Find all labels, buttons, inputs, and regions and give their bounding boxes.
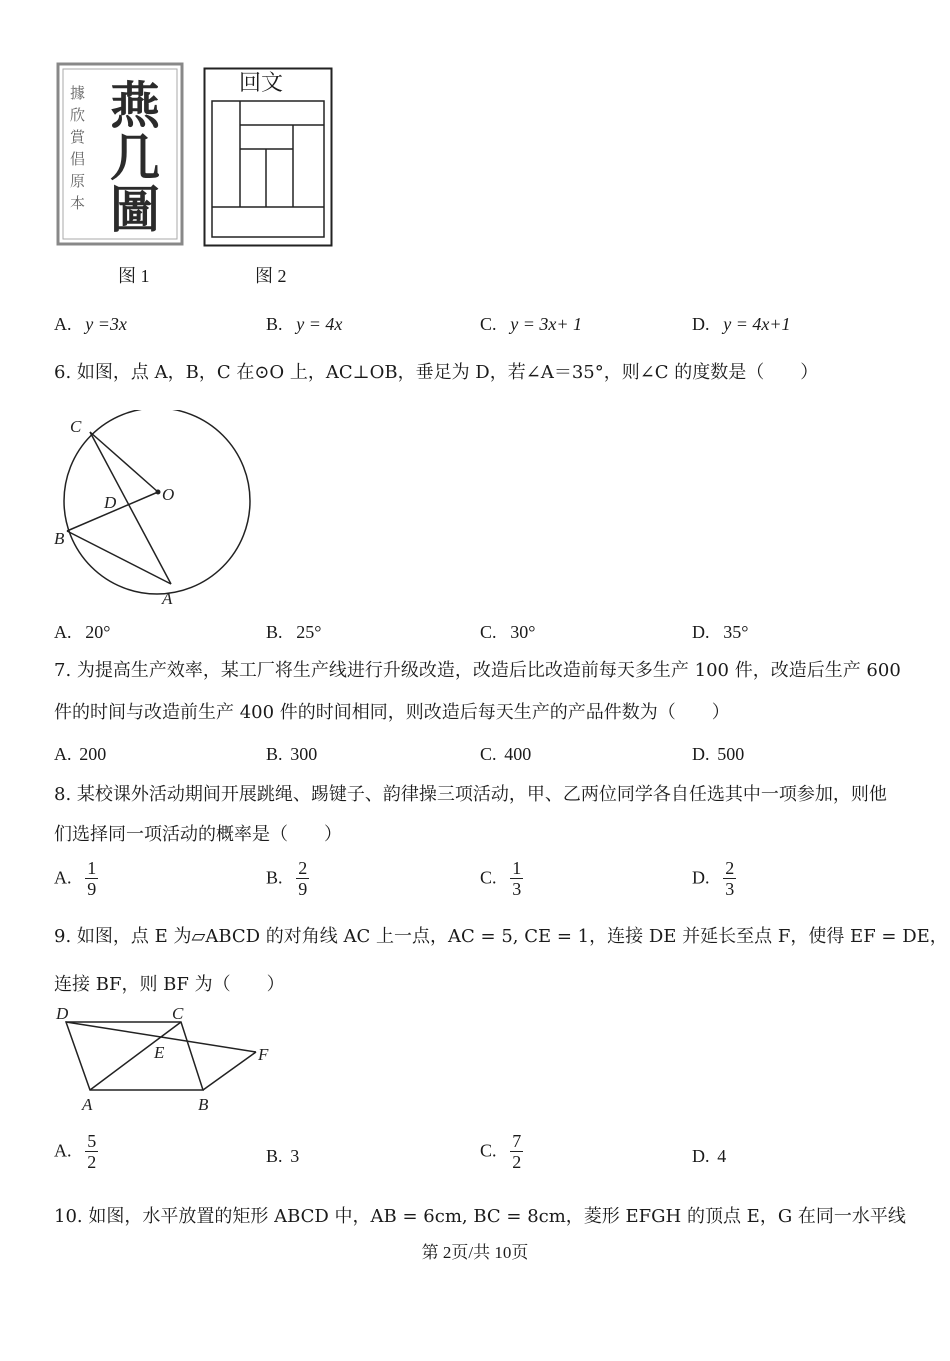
q6-option-d[interactable]: D. 35° — [692, 622, 749, 642]
q6-label-c: C — [70, 417, 82, 436]
q9-stem-line1: 9. 如图，点 E 为▱ABCD 的对角线 AC 上一点，AC = 5, CE = 1，连接 DE 并延长至点 F，使得 EF = DE， — [54, 926, 948, 947]
q8-option-b-fraction: $\frac{2}{9}$ — [298, 858, 308, 899]
q7-stem-line2: 件的时间与改造前生产 400 件的时间相同，则改造后每天生产的产品件数为（ ） — [54, 702, 730, 723]
q9-option-c[interactable]: C. $\frac{7}{2}$ — [480, 1131, 522, 1172]
q6-label-o: O — [162, 485, 175, 504]
q6-stem: 6. 如图，点 A，B，C 在⊙O 上，AC⊥OB，垂足为 D，若∠A＝35°，则∠C 的度数是（ ） — [54, 362, 819, 383]
q9-label-f: F — [258, 1045, 269, 1064]
q9-stem-line2: 连接 BF，则 BF 为（ ） — [54, 974, 285, 995]
q5-option-a[interactable]: A. y =3x — [54, 314, 127, 334]
q9-parallelogram-diagram — [50, 1000, 290, 1118]
q6-option-b[interactable]: B. 25° — [266, 622, 322, 642]
q9-label-d: D — [56, 1004, 69, 1023]
q6-label-a: A — [162, 589, 173, 608]
q9-option-b[interactable]: B. 3 — [266, 1146, 300, 1166]
q9-label-e: E — [154, 1043, 165, 1062]
q7-option-a[interactable]: A. 200 — [54, 744, 107, 764]
q8-option-a[interactable]: A. $\frac{1}{9}$ — [54, 858, 97, 899]
q9-option-a-fraction: $\frac{5}{2}$ — [87, 1131, 97, 1172]
q6-label-b: B — [54, 529, 65, 548]
q6-segment-ca — [90, 432, 171, 584]
figure-1-small-text: 據欣賞倡原本 — [70, 84, 86, 212]
q8-option-d[interactable]: D. $\frac{2}{3}$ — [692, 858, 735, 899]
page-footer: 第 2页/共 10页 — [421, 1243, 529, 1262]
q7-option-c[interactable]: C. 400 — [480, 744, 532, 764]
q6-option-a[interactable]: A. 20° — [54, 622, 111, 642]
q8-option-d-fraction: $\frac{2}{3}$ — [725, 858, 735, 899]
q6-circle — [64, 410, 250, 594]
q9-option-a[interactable]: A. $\frac{5}{2}$ — [54, 1131, 97, 1172]
q5-option-b[interactable]: B. y = 4x — [266, 314, 343, 334]
q6-circle-diagram — [50, 410, 260, 610]
q6-option-c[interactable]: C. 30° — [480, 622, 536, 642]
q7-option-b[interactable]: B. 300 — [266, 744, 318, 764]
q9-option-c-fraction: $\frac{7}{2}$ — [512, 1131, 522, 1172]
q9-option-d[interactable]: D. 4 — [692, 1146, 727, 1166]
figure-1 — [56, 62, 184, 246]
q8-option-c-fraction: $\frac{1}{3}$ — [512, 858, 522, 899]
q8-option-c[interactable]: C. $\frac{1}{3}$ — [480, 858, 522, 899]
q7-stem-line1: 7. 为提高生产效率，某工厂将生产线进行升级改造，改造后比改造前每天多生产 100 件，改造后生产 600 — [54, 660, 901, 681]
figure-1-caption: 图 1 — [118, 266, 150, 286]
q9-diagonal-ac — [90, 1022, 181, 1090]
q9-label-c: C — [172, 1004, 184, 1023]
figure-2-caption: 图 2 — [255, 266, 287, 286]
q6-center-point — [156, 490, 161, 495]
q6-segment-co — [90, 432, 158, 492]
q5-option-d[interactable]: D. y = 4x+1 — [692, 314, 791, 334]
q8-stem-line1: 8. 某校课外活动期间开展跳绳、踢键子、韵律操三项活动，甲、乙两位同学各自任选其中一项参加，则他 — [54, 784, 887, 805]
q9-segment-fb — [203, 1052, 256, 1090]
q7-option-d[interactable]: D. 500 — [692, 744, 745, 764]
figure-2 — [203, 67, 333, 247]
q8-stem-line2: 们选择同一项活动的概率是（ ） — [54, 824, 342, 845]
q5-option-c[interactable]: C. y = 3x+ 1 — [480, 314, 583, 334]
figure-1-big-text: 燕几圖 — [110, 76, 160, 239]
q10-stem-line1: 10. 如图，水平放置的矩形 ABCD 中，AB = 6cm, BC = 8cm，菱形 EFGH 的顶点 E，G 在同一水平线 — [54, 1206, 906, 1227]
q9-label-a: A — [82, 1095, 93, 1114]
q8-option-b[interactable]: B. $\frac{2}{9}$ — [266, 858, 308, 899]
figure-2-title: 回文 — [239, 71, 284, 96]
q8-option-a-fraction: $\frac{1}{9}$ — [87, 858, 97, 899]
q9-label-b: B — [198, 1095, 209, 1114]
q6-label-d: D — [104, 493, 117, 512]
